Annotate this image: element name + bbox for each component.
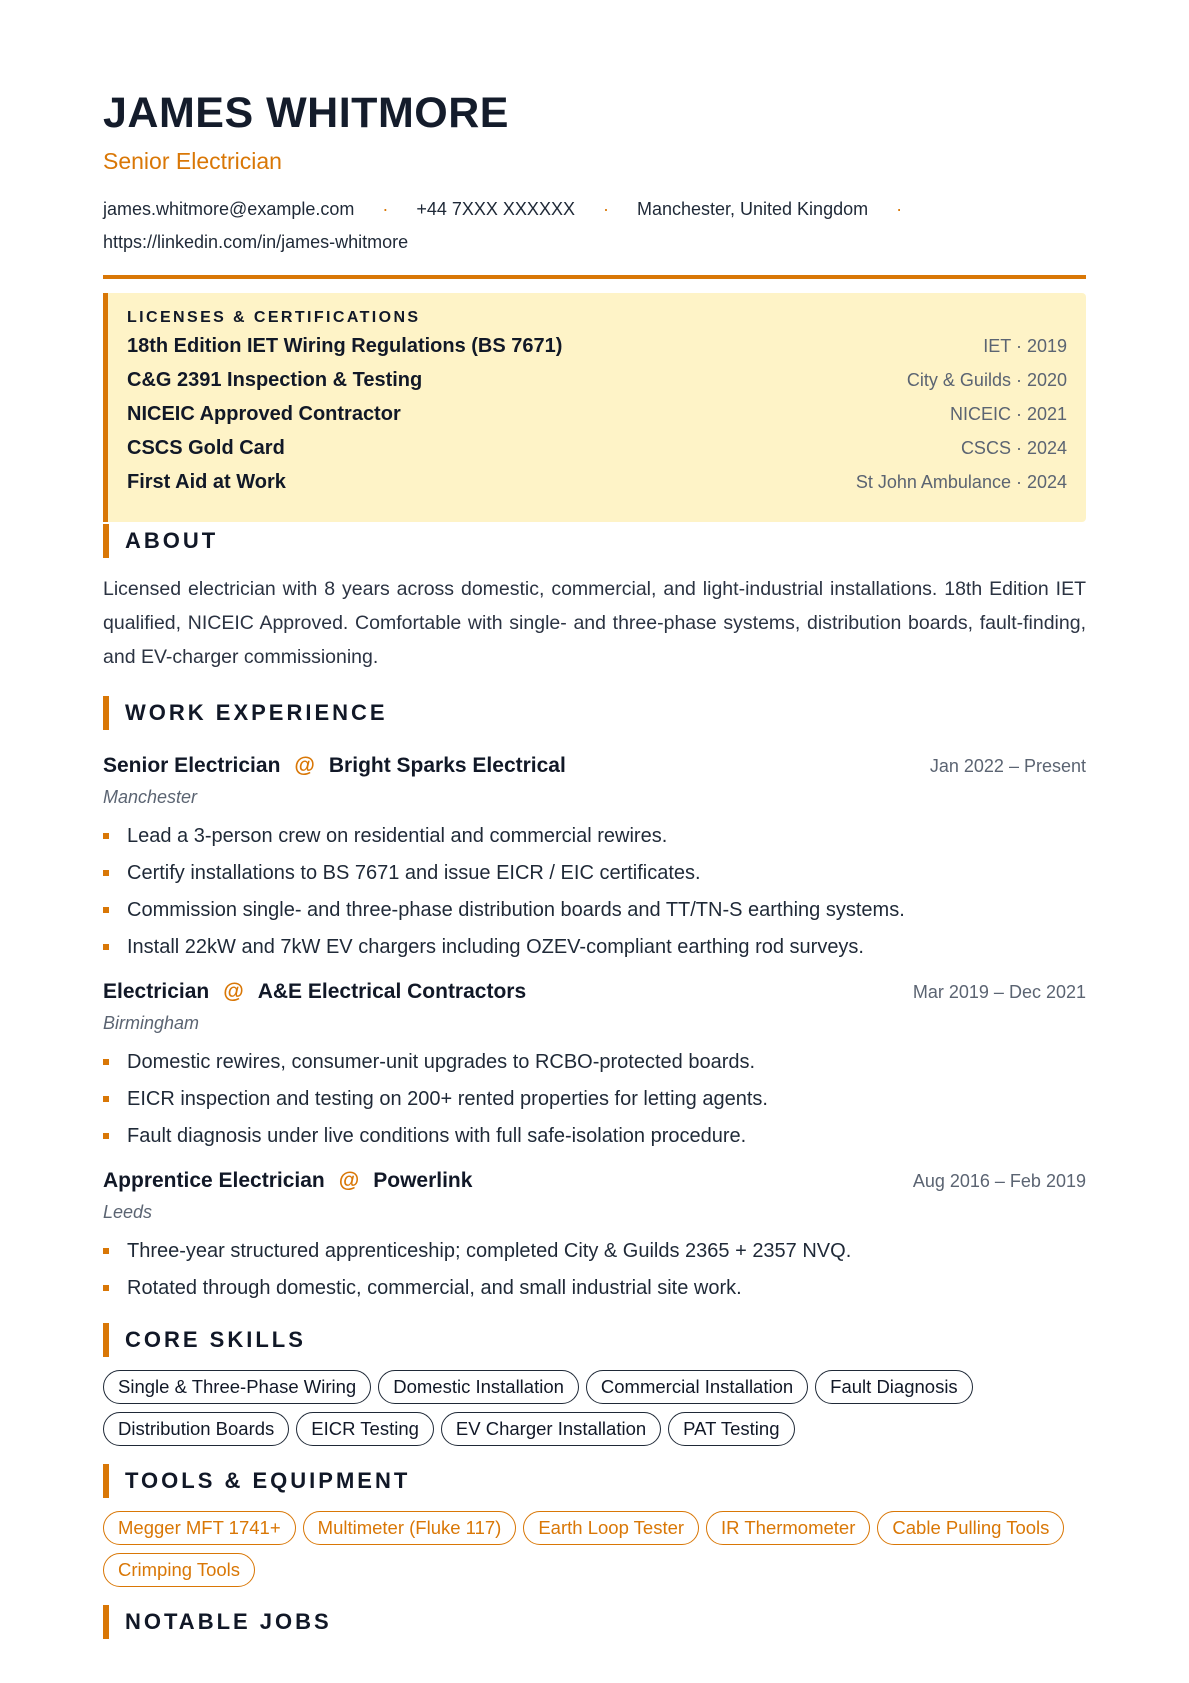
job-role: Electrician bbox=[103, 980, 210, 1003]
section-accent-bar bbox=[103, 1464, 109, 1498]
job-bullet-text: Rotated through domestic, commercial, and small industrial site work. bbox=[127, 1277, 742, 1299]
skills-chip-list bbox=[103, 1370, 1086, 1446]
bullet-square-icon bbox=[103, 907, 109, 913]
certification-issuer-year: NICEIC · 2021 bbox=[949, 404, 1067, 424]
section-heading-label: WORK EXPERIENCE bbox=[125, 700, 388, 725]
bullet-square-icon bbox=[103, 1133, 109, 1139]
job-dates: Aug 2016 – Feb 2019 bbox=[912, 1171, 1086, 1191]
certification-name: NICEIC Approved Contractor bbox=[127, 403, 401, 425]
job-bullet-text: Commission single- and three-phase distribution boards and TT/TN-S earthing systems. bbox=[127, 899, 905, 921]
certification-row bbox=[127, 369, 1067, 403]
job-bullet bbox=[103, 855, 1086, 892]
tools-chip-list bbox=[103, 1511, 1086, 1587]
certification-name: CSCS Gold Card bbox=[127, 437, 285, 459]
job-bullet bbox=[103, 1118, 1086, 1155]
job-company: A&E Electrical Contractors bbox=[257, 980, 527, 1003]
job-title-line bbox=[103, 980, 526, 1004]
job-bullet bbox=[103, 1270, 1086, 1307]
contact-separator: · bbox=[896, 199, 903, 219]
certification-row bbox=[127, 335, 1067, 369]
job-dates: Mar 2019 – Dec 2021 bbox=[912, 982, 1086, 1002]
bullet-square-icon bbox=[103, 1285, 109, 1291]
job-bullet-text: Install 22kW and 7kW EV chargers including OZEV-compliant earthing rod surveys. bbox=[127, 936, 864, 958]
contact-separator: · bbox=[382, 199, 389, 219]
certification-issuer-year: St John Ambulance · 2024 bbox=[855, 472, 1067, 492]
skill-chip: EV Charger Installation bbox=[441, 1412, 661, 1446]
job-bullet bbox=[103, 1081, 1086, 1118]
tool-chip: Multimeter (Fluke 117) bbox=[303, 1511, 517, 1545]
job-entry bbox=[103, 1169, 1086, 1307]
certifications-box bbox=[103, 293, 1086, 522]
job-title-line bbox=[103, 754, 566, 778]
section-heading-label: ABOUT bbox=[125, 528, 219, 553]
certification-issuer-year: CSCS · 2024 bbox=[960, 438, 1067, 458]
certification-issuer-year: IET · 2019 bbox=[983, 336, 1067, 356]
bullet-square-icon bbox=[103, 833, 109, 839]
section-accent-bar bbox=[103, 696, 109, 730]
contact-email[interactable]: james.whitmore@example.com bbox=[103, 199, 355, 219]
job-dates: Jan 2022 – Present bbox=[929, 756, 1086, 776]
candidate-title: Senior Electrician bbox=[103, 148, 282, 174]
bullet-square-icon bbox=[103, 1248, 109, 1254]
job-entry bbox=[103, 754, 1086, 966]
section-heading-label: TOOLS & EQUIPMENT bbox=[125, 1468, 411, 1493]
section-accent-bar bbox=[103, 524, 109, 558]
notable-section-heading bbox=[103, 1605, 1086, 1639]
skill-chip: Fault Diagnosis bbox=[815, 1370, 973, 1404]
certification-row bbox=[127, 471, 1067, 505]
section-heading-label: CORE SKILLS bbox=[125, 1327, 306, 1352]
at-separator: @ bbox=[294, 754, 315, 777]
section-accent-bar bbox=[103, 1605, 109, 1639]
job-header bbox=[103, 1169, 1086, 1193]
job-bullet-list bbox=[103, 818, 1086, 966]
skill-chip: Domestic Installation bbox=[378, 1370, 579, 1404]
certification-row bbox=[127, 437, 1067, 471]
contact-phone[interactable]: +44 7XXX XXXXXX bbox=[416, 199, 575, 219]
job-header bbox=[103, 754, 1086, 778]
job-bullet-text: Three-year structured apprenticeship; completed City & Guilds 2365 + 2357 NVQ. bbox=[127, 1240, 852, 1262]
tool-chip: IR Thermometer bbox=[706, 1511, 870, 1545]
tool-chip: Earth Loop Tester bbox=[523, 1511, 699, 1545]
candidate-name: JAMES WHITMORE bbox=[103, 89, 509, 137]
job-bullet-text: Domestic rewires, consumer-unit upgrades to RCBO-protected boards. bbox=[127, 1051, 756, 1073]
bullet-square-icon bbox=[103, 870, 109, 876]
tools-section-heading bbox=[103, 1464, 1086, 1498]
certifications-list bbox=[127, 335, 1067, 505]
skill-chip: Single & Three-Phase Wiring bbox=[103, 1370, 371, 1404]
job-bullet-text: Certify installations to BS 7671 and issue EICR / EIC certificates. bbox=[127, 862, 701, 884]
job-bullet-text: EICR inspection and testing on 200+ rented properties for letting agents. bbox=[127, 1088, 768, 1110]
job-bullet bbox=[103, 1233, 1086, 1270]
bullet-square-icon bbox=[103, 1059, 109, 1065]
certification-issuer-year: City & Guilds · 2020 bbox=[906, 370, 1067, 390]
certification-name: First Aid at Work bbox=[127, 471, 286, 493]
job-bullet-list bbox=[103, 1044, 1086, 1155]
at-separator: @ bbox=[338, 1169, 360, 1192]
job-company: Powerlink bbox=[373, 1169, 473, 1192]
contact-info bbox=[103, 193, 1086, 259]
about-section-heading bbox=[103, 524, 1086, 558]
job-header bbox=[103, 980, 1086, 1004]
job-company: Bright Sparks Electrical bbox=[328, 754, 566, 777]
at-separator: @ bbox=[223, 980, 244, 1003]
section-heading-label: NOTABLE JOBS bbox=[125, 1609, 332, 1634]
job-entry bbox=[103, 980, 1086, 1155]
certification-name: C&G 2391 Inspection & Testing bbox=[127, 369, 423, 391]
tool-chip: Megger MFT 1741+ bbox=[103, 1511, 296, 1545]
job-bullet-list bbox=[103, 1233, 1086, 1307]
job-location: Manchester bbox=[103, 787, 198, 807]
experience-list bbox=[103, 754, 1086, 1307]
job-role: Apprentice Electrician bbox=[103, 1169, 325, 1192]
section-accent-bar bbox=[103, 1323, 109, 1357]
job-bullet bbox=[103, 892, 1086, 929]
about-text: Licensed electrician with 8 years across domestic, commercial, and light-industrial installations. 18th Edition IET qualified, NICEIC Approved. Comfortable with single- and three-phase systems, distribution boards, fault-finding, and EV-charger commissioning. bbox=[103, 578, 1086, 668]
bullet-square-icon bbox=[103, 1096, 109, 1102]
job-bullet-text: Fault diagnosis under live conditions with full safe-isolation procedure. bbox=[127, 1125, 747, 1147]
job-location: Birmingham bbox=[103, 1013, 200, 1033]
bullet-square-icon bbox=[103, 944, 109, 950]
certification-name: 18th Edition IET Wiring Regulations (BS 7671) bbox=[127, 335, 563, 357]
contact-linkedin[interactable]: https://linkedin.com/in/james-whitmore bbox=[103, 232, 409, 252]
contact-location: Manchester, United Kingdom bbox=[636, 199, 869, 219]
job-title-line bbox=[103, 1169, 472, 1193]
job-bullet bbox=[103, 818, 1086, 855]
tool-chip: Crimping Tools bbox=[103, 1553, 255, 1587]
job-role: Senior Electrician bbox=[103, 754, 281, 777]
skill-chip: EICR Testing bbox=[296, 1412, 434, 1446]
resume-header bbox=[103, 84, 1086, 279]
skills-section-heading bbox=[103, 1323, 1086, 1357]
job-bullet bbox=[103, 929, 1086, 966]
certifications-heading: LICENSES & CERTIFICATIONS bbox=[127, 309, 421, 326]
skill-chip: Commercial Installation bbox=[586, 1370, 808, 1404]
contact-separator: · bbox=[602, 199, 609, 219]
experience-section-heading bbox=[103, 696, 1086, 730]
job-bullet-text: Lead a 3-person crew on residential and commercial rewires. bbox=[127, 825, 668, 847]
skill-chip: PAT Testing bbox=[668, 1412, 794, 1446]
skill-chip: Distribution Boards bbox=[103, 1412, 289, 1446]
job-location: Leeds bbox=[103, 1202, 153, 1222]
job-bullet bbox=[103, 1044, 1086, 1081]
certification-row bbox=[127, 403, 1067, 437]
header-divider bbox=[103, 275, 1086, 279]
tool-chip: Cable Pulling Tools bbox=[877, 1511, 1064, 1545]
